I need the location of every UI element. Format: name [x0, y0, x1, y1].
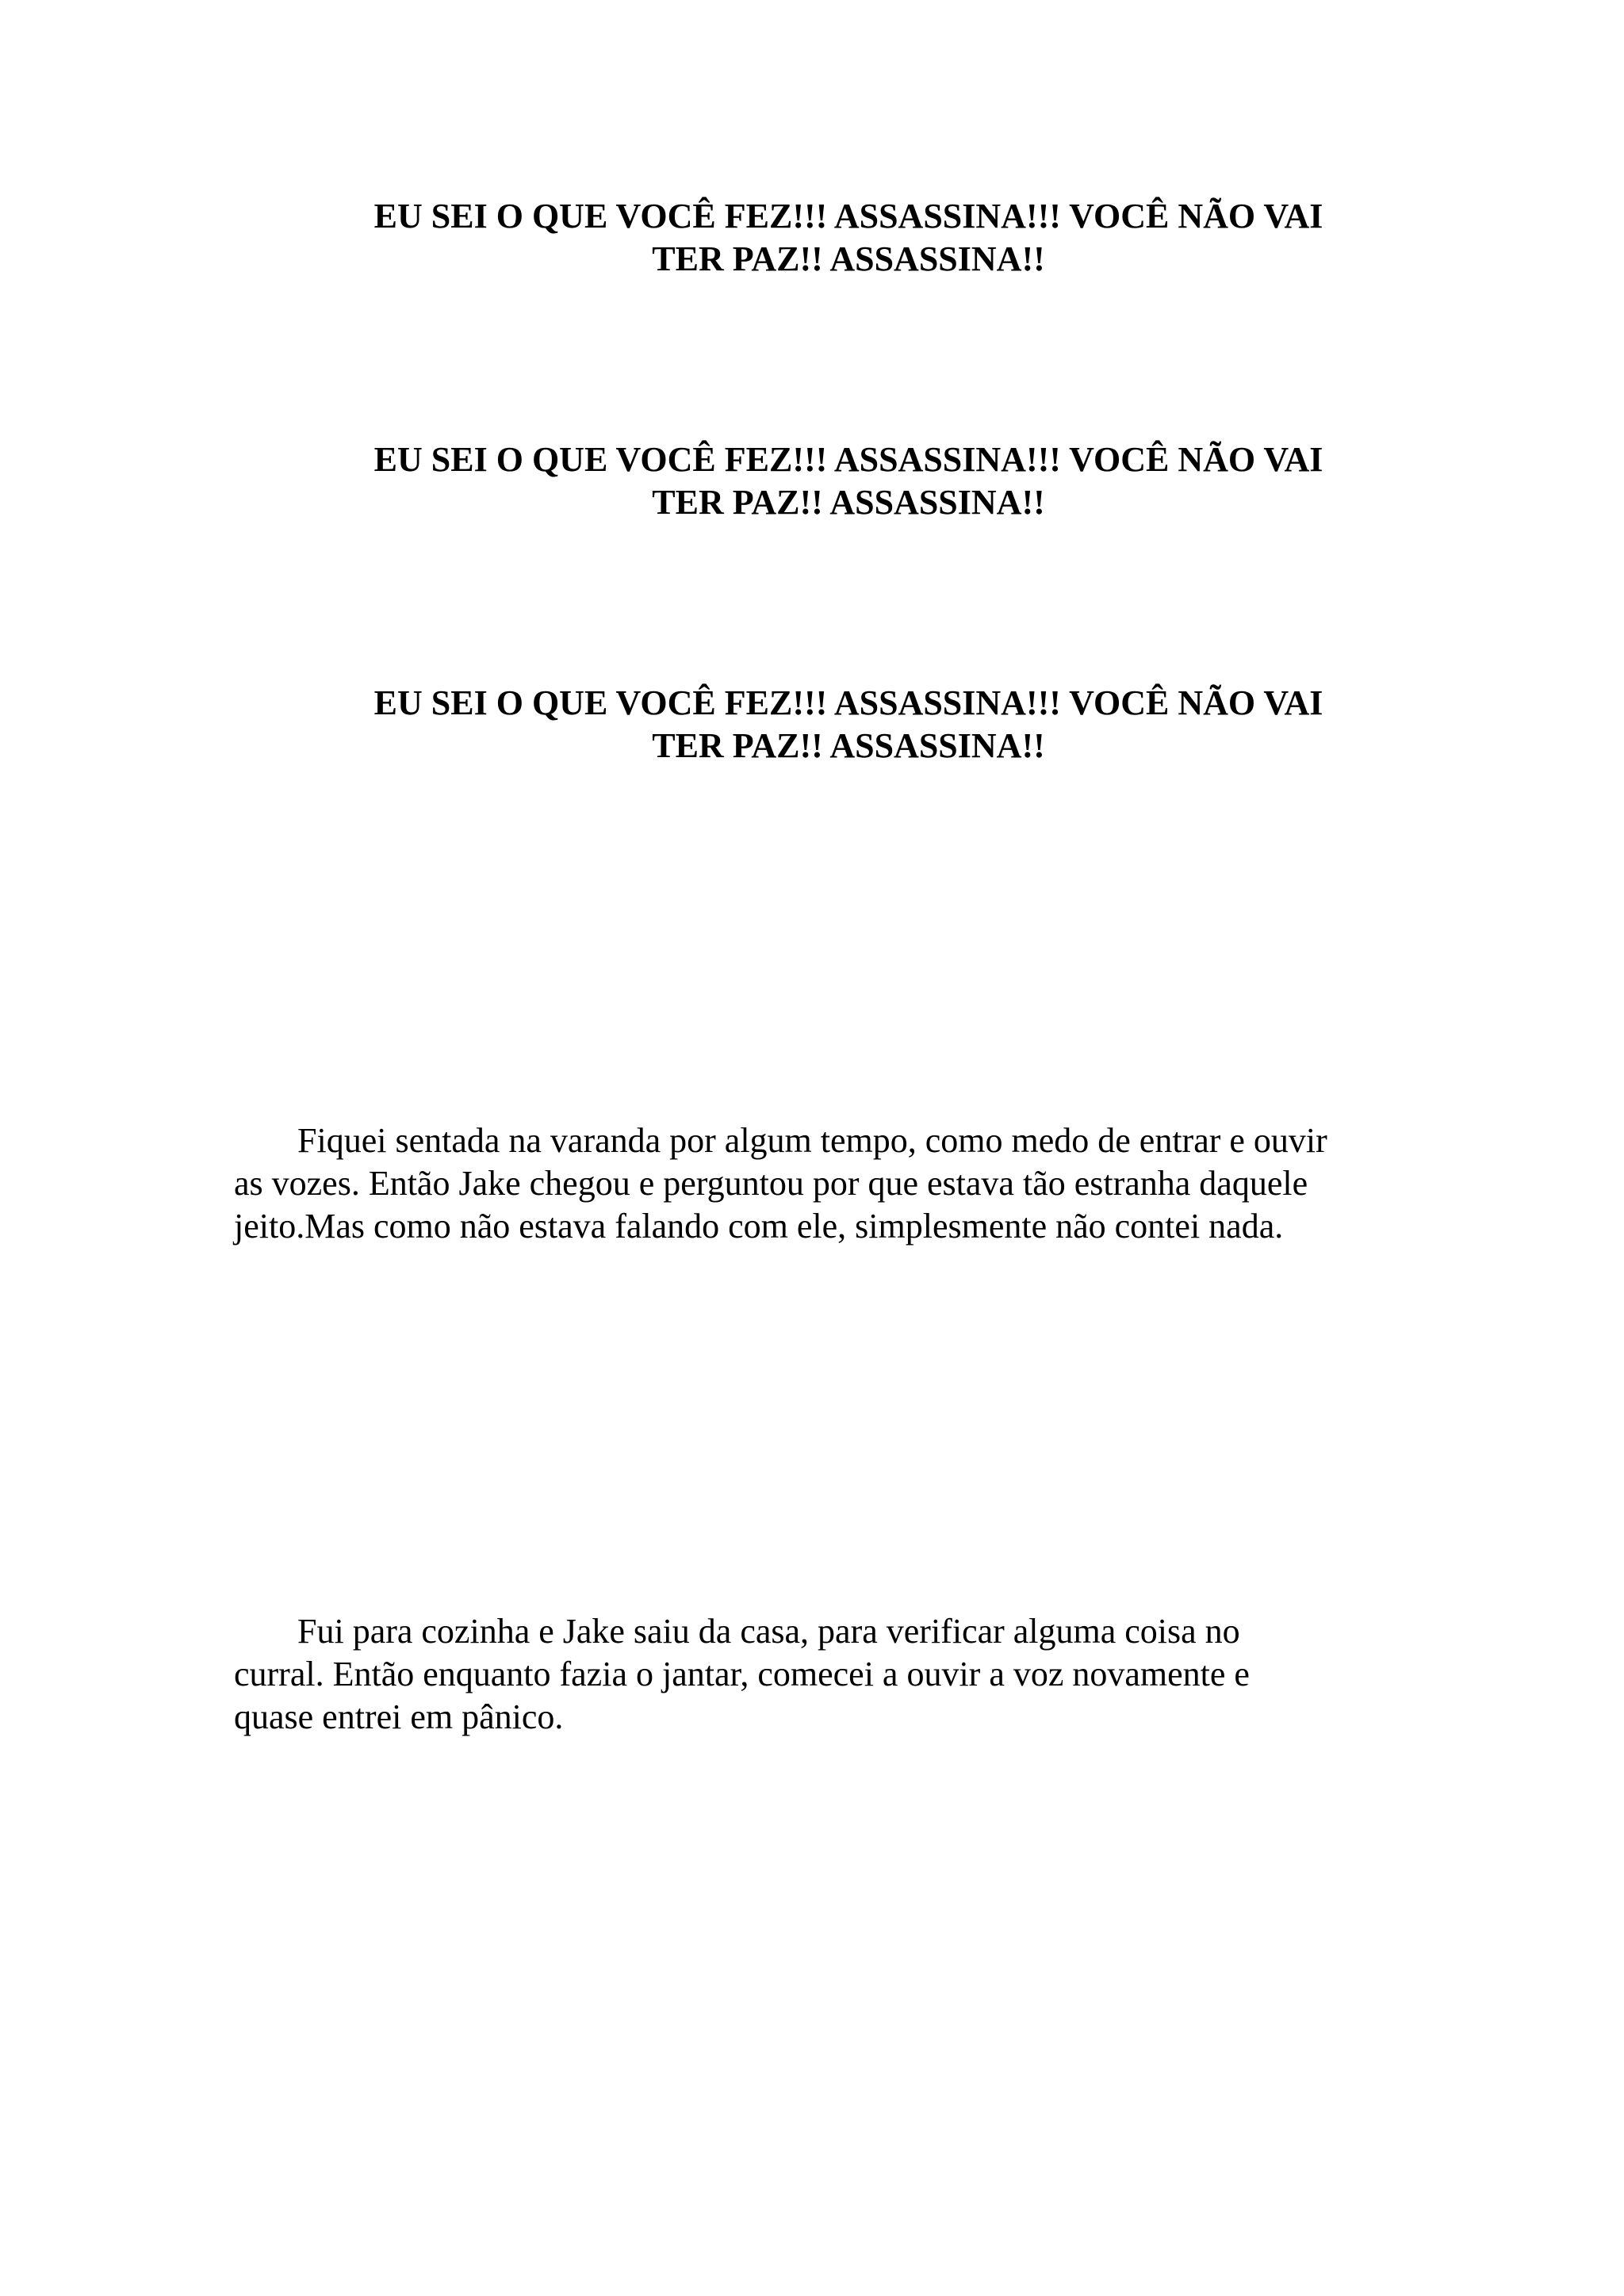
paragraph-line: as vozes. Então Jake chegou e perguntou por que estava tão estranha daquele — [234, 1164, 1308, 1203]
shout-block-2 — [333, 438, 1364, 524]
paragraph-line: Fui para cozinha e Jake saiu da casa, para verificar alguma coisa no — [297, 1612, 1240, 1651]
shout-line: TER PAZ!! ASSASSINA!! — [652, 239, 1045, 278]
paragraph-line: quase entrei em pânico. — [234, 1697, 564, 1736]
shout-block-3 — [333, 682, 1364, 767]
shout-line: EU SEI O QUE VOCÊ FEZ!!! ASSASSINA!!! VOCÊ NÃO VAI — [373, 683, 1323, 722]
shout-line: EU SEI O QUE VOCÊ FEZ!!! ASSASSINA!!! VOCÊ NÃO VAI — [373, 440, 1323, 479]
body-paragraph-1 — [234, 1119, 1400, 1248]
shout-line: TER PAZ!! ASSASSINA!! — [652, 483, 1045, 522]
shout-line: TER PAZ!! ASSASSINA!! — [652, 726, 1045, 765]
paragraph-line: jeito.Mas como não estava falando com ele, simplesmente não contei nada. — [234, 1207, 1284, 1246]
paragraph-line: curral. Então enquanto fazia o jantar, comecei a ouvir a voz novamente e — [234, 1655, 1250, 1693]
shout-block-1 — [333, 195, 1364, 281]
shout-line: EU SEI O QUE VOCÊ FEZ!!! ASSASSINA!!! VOCÊ NÃO VAI — [373, 197, 1323, 235]
paragraph-line: Fiquei sentada na varanda por algum tempo, como medo de entrar e ouvir — [297, 1121, 1327, 1160]
body-paragraph-2 — [234, 1610, 1400, 1739]
